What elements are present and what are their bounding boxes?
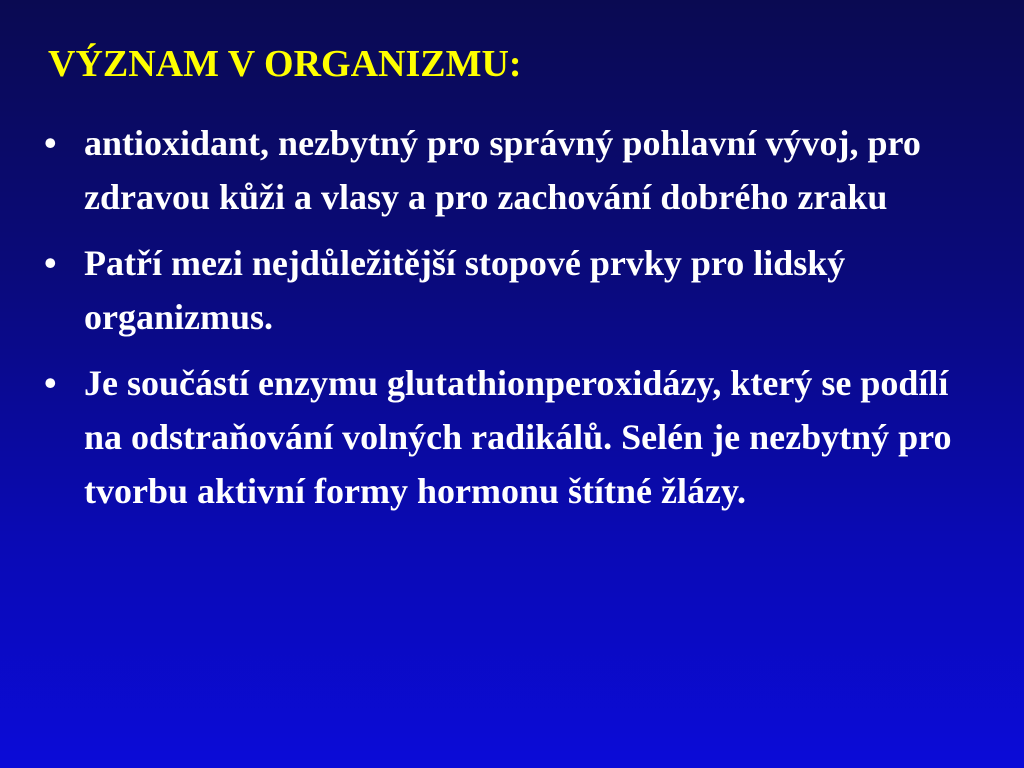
bullet-item-2 [44, 236, 994, 344]
bullet-item-3 [44, 356, 994, 518]
slide-title: VÝZNAM V ORGANIZMU: [48, 43, 522, 85]
bullet-item-1 [44, 116, 994, 224]
bullet-icon: • [44, 363, 57, 403]
bullet-icon: • [44, 243, 57, 283]
bullet-text-2: Patří mezi nejdůležitější stopové prvky pro lidský organizmus. [84, 243, 846, 337]
bullet-text-1: antioxidant, nezbytný pro správný pohlavní vývoj, pro zdravou kůži a vlasy a pro zachování dobrého zraku [84, 123, 921, 217]
bullet-text-3: Je součástí enzymu glutathionperoxidázy, který se podílí na odstraňování volných radikálů. Selén je nezbytný pro tvorbu aktivní formy hormonu štítné žlázy. [84, 363, 952, 511]
bullet-list [44, 116, 994, 530]
bullet-icon: • [44, 123, 57, 163]
